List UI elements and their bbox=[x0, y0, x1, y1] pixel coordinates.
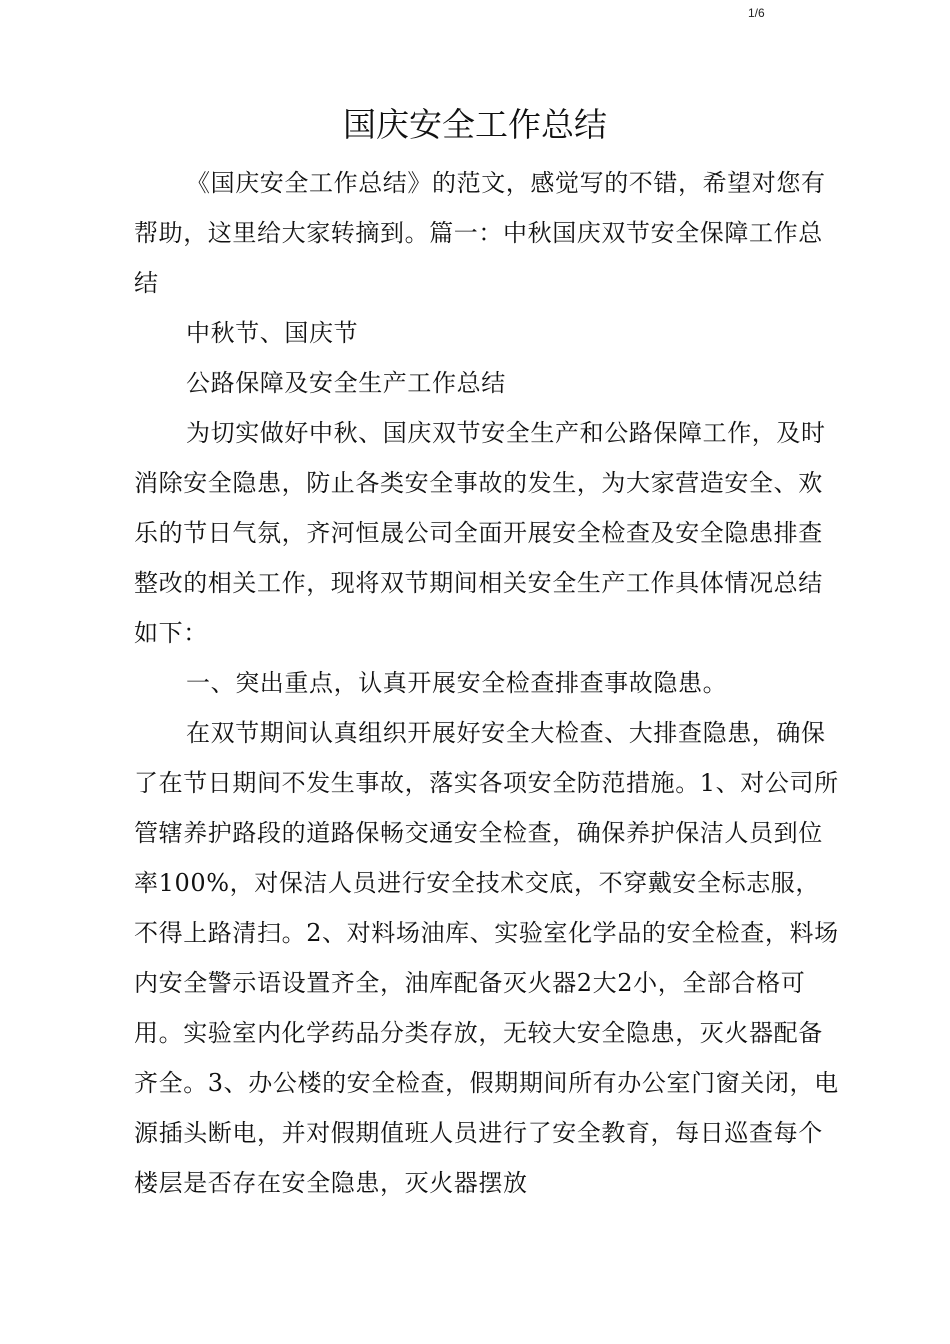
page-number: 1/6 bbox=[748, 6, 765, 20]
document-title: 国庆安全工作总结 bbox=[343, 105, 607, 144]
paragraph-intro: 《国庆安全工作总结》的范文，感觉写的不错，希望对您有帮助，这里给大家转摘到。篇一：中秋国庆双节安全保障工作总结 bbox=[134, 169, 826, 297]
paragraph-overview: 为切实做好中秋、国庆双节安全生产和公路保障工作，及时消除安全隐患，防止各类安全事故的发生，为大家营造安全、欢乐的节日气氛，齐河恒晟公司全面开展安全检查及安全隐患排查整改的相关工作，现将双节期间相关安全生产工作具体情况总结如下： bbox=[134, 419, 826, 647]
paragraph-subtitle: 公路保障及安全生产工作总结 bbox=[186, 369, 506, 397]
paragraph-festival: 中秋节、国庆节 bbox=[186, 319, 359, 347]
document-body bbox=[134, 158, 844, 1208]
paragraph-inspection-details: 在双节期间认真组织开展好安全大检查、大排查隐患，确保了在节日期间不发生事故，落实各项安全防范措施。1、对公司所管辖养护路段的道路保畅交通安全检查，确保养护保洁人员到位率100%，对保洁人员进行安全技术交底，不穿戴安全标志服，不得上路清扫。2、对料场油库、实验室化学品的安全检查，料场内安全警示语设置齐全，油库配备灭火器2大2小，全部合格可用。实验室内化学药品分类存放，无较大安全隐患，灭火器配备齐全。3、办公楼的安全检查，假期期间所有办公室门窗关闭，电源插头断电，并对假期值班人员进行了安全教育，每日巡查每个楼层是否存在安全隐患，灭火器摆放 bbox=[134, 719, 839, 1197]
paragraph-section-heading: 一、突出重点，认真开展安全检查排查事故隐患。 bbox=[186, 669, 728, 697]
